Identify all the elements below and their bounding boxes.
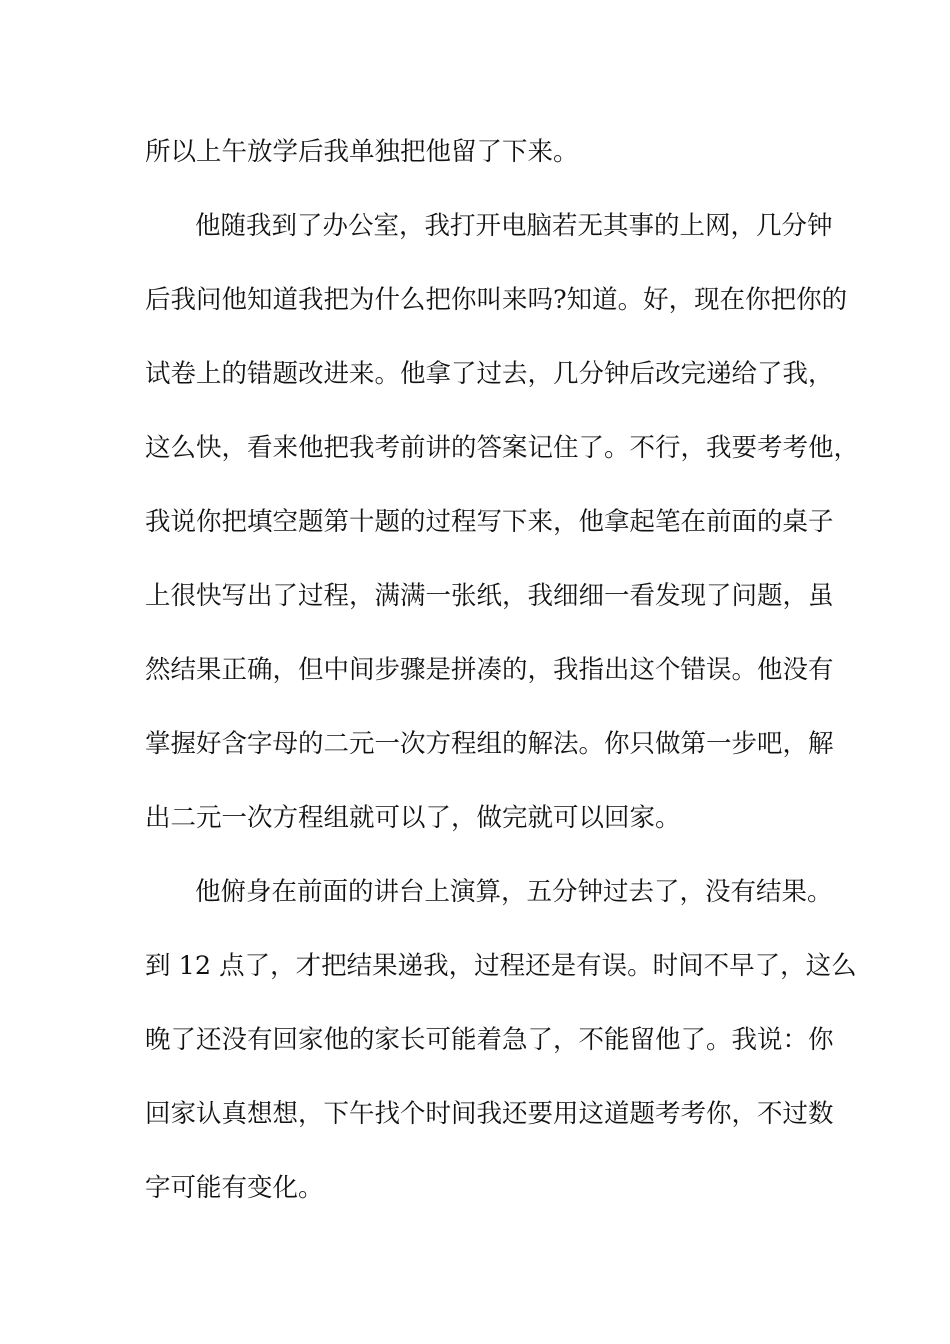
paragraph-line: 回家认真想想，下午找个时间我还要用这道题考考你，不过数 xyxy=(145,1099,834,1129)
paragraph-line: 出二元一次方程组就可以了，做完就可以回家。 xyxy=(145,803,681,833)
paragraph-line: 试卷上的错题改进来。他拿了过去，几分钟后改完递给了我， xyxy=(145,359,834,389)
paragraph-line: 到 12 点了，才把结果递我，过程还是有误。时间不早了，这么 xyxy=(145,951,857,981)
paragraph-line: 他俯身在前面的讲台上演算，五分钟过去了，没有结果。 xyxy=(195,877,833,907)
paragraph-line: 字可能有变化。 xyxy=(145,1173,324,1203)
paragraph-line: 我说你把填空题第十题的过程写下来，他拿起笔在前面的桌子 xyxy=(145,507,834,537)
paragraph-line: 晚了还没有回家他的家长可能着急了，不能留他了。我说：你 xyxy=(145,1025,834,1055)
paragraph-line: 然结果正确，但中间步骤是拼凑的，我指出这个错误。他没有 xyxy=(145,655,834,685)
paragraph-line: 掌握好含字母的二元一次方程组的解法。你只做第一步吧，解 xyxy=(145,729,834,759)
paragraph-line: 上很快写出了过程，满满一张纸，我细细一看发现了问题，虽 xyxy=(145,581,834,611)
paragraph-line: 所以上午放学后我单独把他留了下来。 xyxy=(145,137,579,167)
paragraph-line: 这么快，看来他把我考前讲的答案记住了。不行，我要考考他， xyxy=(145,433,860,463)
paragraph-line: 后我问他知道我把为什么把你叫来吗?知道。好，现在你把你的 xyxy=(145,285,848,315)
paragraph-line: 他随我到了办公室，我打开电脑若无其事的上网，几分钟 xyxy=(195,211,833,241)
